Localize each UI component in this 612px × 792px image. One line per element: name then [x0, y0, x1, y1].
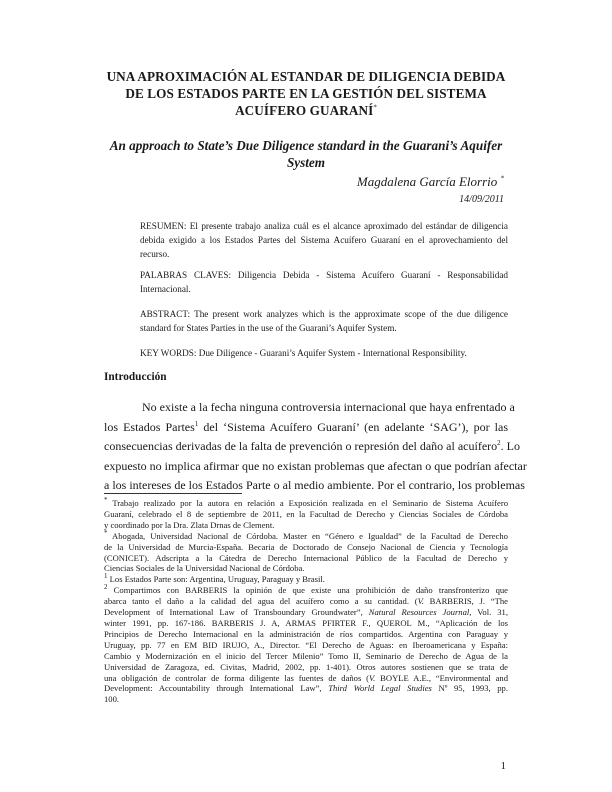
keywords-paragraph: KEY WORDS: Due Diligence - Guarani’s Aquifer System - International Responsibility.	[140, 348, 467, 358]
title-line: ACUÍFERO GUARANÍ*	[235, 103, 377, 118]
document-date: 14/09/2011	[459, 194, 504, 205]
author-name: Magdalena García Elorrio *	[356, 174, 504, 189]
document-title	[100, 68, 512, 119]
page-number: 1	[500, 760, 506, 772]
body-paragraph: No existe a la fecha ninguna controversia internacional que haya enfrentado a los Estados Partes$^1$ del ‘Sistema Acuífero Guaraní’ (en adelante ‘SAG’), por las consecuencias derivadas de la falta de prevención o represión del daño al acuífero$^2$. Lo expuesto no implica afirmar que no existan problemas que afectan o que podrían afectar a los intereses de los Estados Parte o al medio ambiente. Por el contrario, los problemas	[104, 400, 527, 493]
author-footnote-marker[interactable]: *	[500, 174, 504, 183]
footnote-2: $^2$ Compartimos con BARBERIS la opinión de que existe una prohibición de daño transfronterizo que	[104, 583, 508, 596]
title-line: DE LOS ESTADOS PARTE EN LA GESTIÓN DEL SISTEMA	[125, 86, 487, 101]
footnote-ref-2[interactable]: 2	[497, 439, 501, 448]
palabras-claves-paragraph: PALABRAS CLAVES: Diligencia Debida - Sistema Acuífero Guaraní - Responsabilidad Internacional.	[140, 270, 508, 294]
english-title	[100, 138, 512, 171]
footnote-author-star: * Abogada, Universidad Nacional de Córdoba. Master en “Género e Igualdad” de la Facultad de Derecho	[104, 528, 508, 541]
section-heading-introduccion: Introducción	[104, 371, 167, 383]
resumen-paragraph: RESUMEN: El presente trabajo analiza cuál es el alcance aproximado del estándar de diligencia debida exigido a los Estados Partes del Sistema Acuífero Guaraní en el aprovechamiento del recurso.	[140, 221, 508, 259]
footnote-1: $^1$ Los Estados Parte son: Argentina, Uruguay, Paraguay y Brasil.	[104, 572, 325, 585]
subtitle-line: System	[286, 154, 326, 170]
subtitle-line: An approach to State’s Due Diligence standard in the Guarani’s Aquifer	[109, 138, 503, 153]
title-line: UNA APROXIMACIÓN AL ESTANDAR DE DILIGENCIA DEBIDA	[106, 69, 506, 84]
footnotes: * Trabajo realizado por la autora en relación a Exposición realizada en el Seminario de Sistema Acuífero Guaraní, celebrado el 8 de septiembre de 2011, en la Facultad de Derecho y Ciencias Sociales de Córdoba y coordinado por la Dra. Zlata Drnas de Clement. * Abogada, Universidad Nacional de Córdoba. Master en “Género e Igualdad” de la Facultad de Derecho de la Universidad de Murcia-España. Becaria de Doctorado de Consejo Nacional de Ciencia y Tecnología (CONICET). Adscripta a la Cátedra de Derecho Internacional Público de la Facultad de Derecho y Ciencias Sociales de la Universidad Nacional de Córdoba. $^1$ Los Estados Parte son: Argentina, Uruguay, Paraguay y Brasil. $^2$ Compartimos con BARBERIS la opinión de que existe una prohibición de daño transfronterizo que abarca tanto el daño a la calidad del agua del acuífero como a su cantidad. (V. BARBERIS, J. “The Development of International Law of Transboundary Groundwater”, Natural Resources Journal, Vol. 31, winter 1991, pp. 167-186. BARBERIS J. A, ARMAS PFIRTER F., QUEROL M., “Aplicación de los Principios de Derecho Internacional en la administración de ríos compartidos. Argentina con Paraguay y Uruguay, pp. 77 en EM BID IRUJO, A., Director. “El Derecho de Aguas: en Iberoamericana y España: Cambio y Modernización en el inicio del Tercer Milenio” Tomo II, Seminario de Derecho de Agua de la Universidad de Zaragoza, ed. Civitas, Madrid, 2002, pp. 1-401). Otros autores sostienen que se trata de una obligación de controlar de forma diligente las fuentes de daños (V. BOYLE A.E., “Environmental and Development: Accountability through International Law”, Third World Legal Studies Nº 95, 1993, pp. 100.	[104, 496, 509, 705]
footnote-ref-1[interactable]: 1	[194, 419, 199, 428]
footnote-separator	[104, 493, 242, 494]
abstract-paragraph: ABSTRACT: The present work analyzes which is the approximate scope of the due diligence standard for States Parties in the use of the Guarani’s Aquifer System.	[140, 309, 508, 333]
footnote-title-star: * Trabajo realizado por la autora en relación a Exposición realizada en el Seminario de Sistema Acuífero	[104, 496, 509, 508]
title-footnote-marker[interactable]: *	[373, 103, 377, 112]
